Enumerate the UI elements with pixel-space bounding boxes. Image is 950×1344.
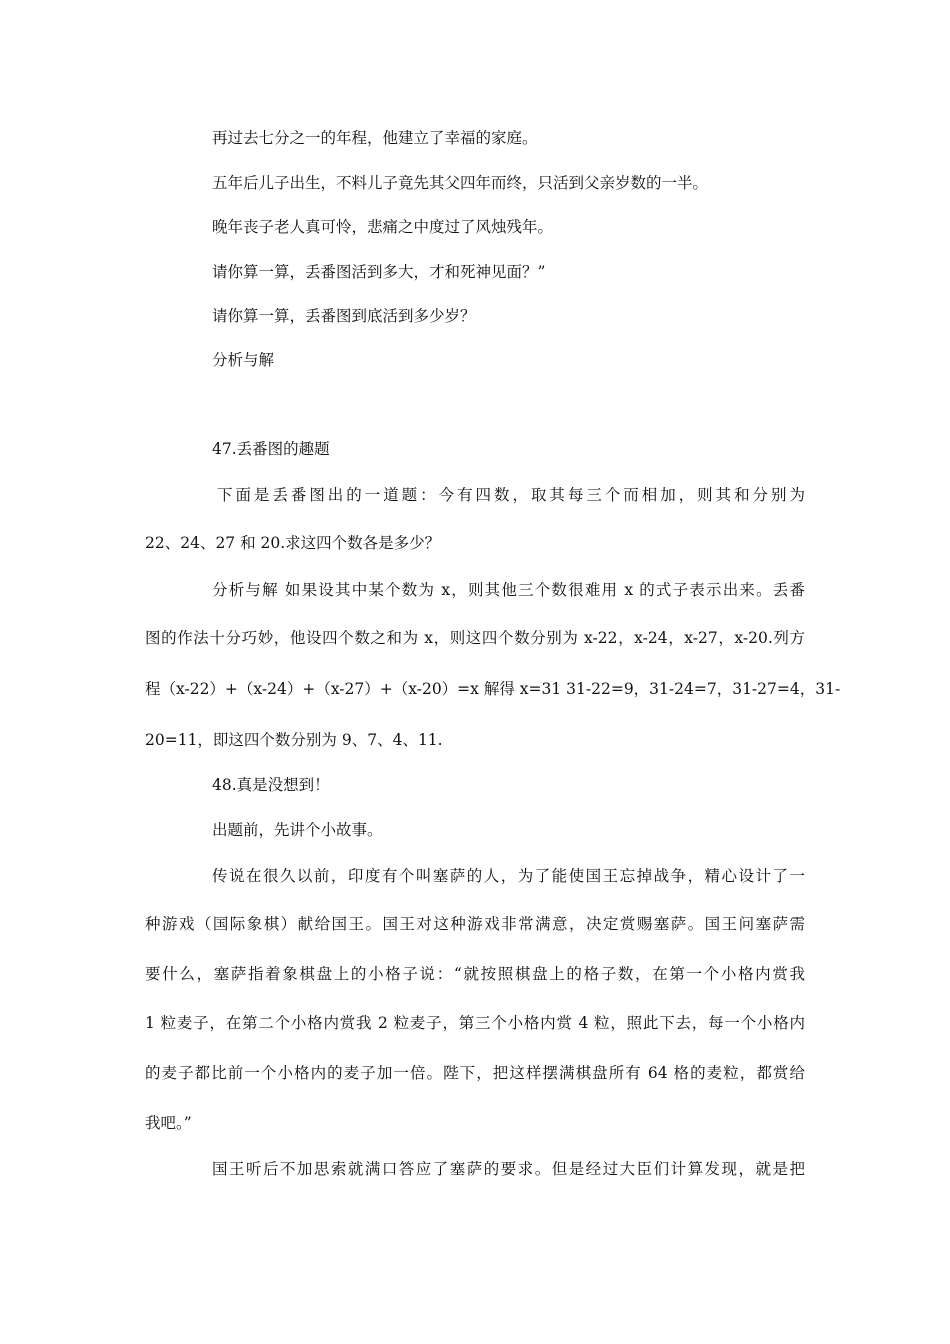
paragraph-line: 20=11，即这四个数分别为 9、7、4、11.	[145, 731, 443, 749]
paragraph-line: 国王听后不加思索就满口答应了塞萨的要求。但是经过大臣们计算发现，就是把	[212, 1160, 805, 1178]
paragraph-line: 传说在很久以前，印度有个叫塞萨的人，为了能使国王忘掉战争，精心设计了一	[212, 867, 805, 885]
paragraph-line: 出题前，先讲个小故事。	[212, 821, 383, 839]
paragraph-line: 请你算一算，丢番图活到多大，才和死神见面？”	[212, 263, 546, 281]
paragraph-line: 1 粒麦子，在第二个小格内赏我 2 粒麦子，第三个小格内赏 4 粒，照此下去，每一个小格内	[145, 1014, 805, 1032]
paragraph-line: 图的作法十分巧妙，他设四个数之和为 x，则这四个数分别为 x-22，x-24，x-27，x-20.列方	[145, 629, 805, 647]
paragraph-line: 再过去七分之一的年程，他建立了幸福的家庭。	[212, 129, 538, 147]
paragraph-line: 种游戏（国际象棋）献给国王。国王对这种游戏非常满意，决定赏赐塞萨。国王问塞萨需	[145, 915, 805, 933]
paragraph-line: 的麦子都比前一个小格内的麦子加一倍。陛下，把这样摆满棋盘所有 64 格的麦粒，都赏给	[145, 1064, 805, 1082]
paragraph-line: 晚年丧子老人真可怜，悲痛之中度过了风烛残年。	[212, 218, 554, 236]
paragraph-line: 我吧。”	[145, 1114, 192, 1132]
paragraph-line: 22、24、27 和 20.求这四个数各是多少？	[145, 534, 441, 552]
paragraph-line: 下面是丢番图出的一道题：今有四数，取其每三个而相加，则其和分别为	[217, 486, 805, 504]
section-label: 分析与解	[212, 351, 275, 369]
paragraph-line: 分析与解 如果设其中某个数为 x，则其他三个数很难用 x 的式子表示出来。丢番	[212, 581, 805, 599]
section-heading: 47.丢番图的趣题	[212, 440, 330, 458]
paragraph-line: 请你算一算，丢番图到底活到多少岁？	[212, 307, 476, 325]
paragraph-line: 程（x-22）+（x-24）+（x-27）+（x-20）=x 解得 x=31 31-22=9，31-24=7，31-27=4，31-	[145, 680, 841, 698]
paragraph-line: 五年后儿子出生，不料儿子竟先其父四年而终，只活到父亲岁数的一半。	[212, 174, 709, 192]
section-heading: 48.真是没想到！	[212, 776, 330, 794]
paragraph-line: 要什么，塞萨指着象棋盘上的小格子说：“就按照棋盘上的格子数，在第一个小格内赏我	[145, 965, 805, 983]
